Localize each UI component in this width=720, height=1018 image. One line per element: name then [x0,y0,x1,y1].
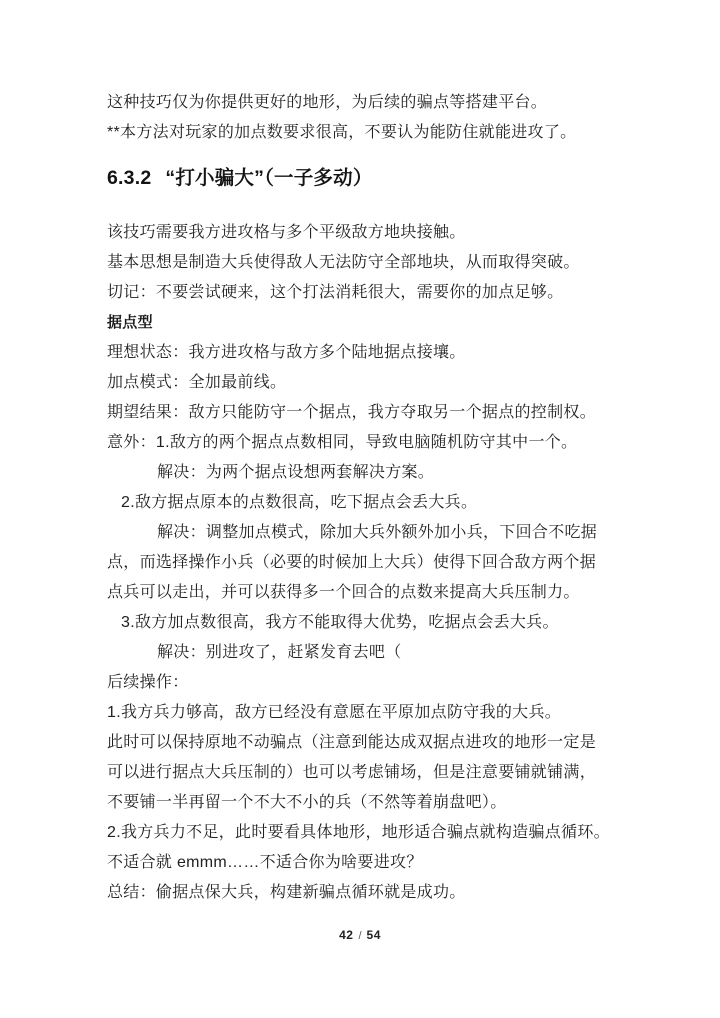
text-line: 后续操作： [107,674,189,691]
text-line: 不要铺一半再留一个不大不小的兵（不然等着崩盘吧）。 [107,794,507,811]
text-line: 点兵可以走出，并可以获得多一个回合的点数来提高大兵压制力。 [107,584,580,601]
text-line: 加点模式：全加最前线。 [107,374,287,391]
heading-title: “打小骗大”（一子多动） [165,167,373,189]
text-line: 基本思想是制造大兵使得敌人无法防守全部地块，从而取得突破。 [107,254,580,271]
page-separator: / [358,930,362,942]
text-line: **本方法对玩家的加点数要求很高，不要认为能防住就能进攻了。 [107,124,577,141]
page-total: 54 [366,928,381,942]
text-line: 理想状态：我方进攻格与敌方多个陆地据点接壤。 [107,344,466,361]
section-heading [107,162,619,194]
heading-number: 6.3.2 [107,167,152,189]
text-line: 点，而选择操作小兵（必要的时候加上大兵）使得下回合敌方两个据 [107,554,597,571]
text-line: 解决：调整加点模式，除加大兵外额外加小兵，下回合不吃据 [157,524,598,541]
text-line: 3.敌方加点数很高，我方不能取得大优势，吃据点会丢大兵。 [121,614,559,631]
sub-heading: 据点型 [107,314,153,331]
page-number [0,926,720,945]
text-line: 2.我方兵力不足，此时要看具体地形，地形适合骗点就构造骗点循环。 [107,824,610,841]
text-line: 总结：偷据点保大兵，构建新骗点循环就是成功。 [107,884,466,901]
text-line: 期望结果：敌方只能防守一个据点，我方夺取另一个据点的控制权。 [107,404,597,421]
page-current: 42 [339,928,354,942]
text-line: 可以进行据点大兵压制的）也可以考虑铺场，但是注意要铺就铺满， [107,764,597,781]
text-line: 意外：1.敌方的两个据点点数相同，导致电脑随机防守其中一个。 [107,434,578,451]
text-line: 解决：别进攻了，赶紧发育去吧（ [157,644,402,661]
page-body [107,88,619,908]
text-line: 解决：为两个据点设想两套解决方案。 [157,464,435,481]
text-line: 该技巧需要我方进攻格与多个平级敌方地块接触。 [107,224,466,241]
text-line: 2.敌方据点原本的点数很高，吃下据点会丢大兵。 [121,494,478,511]
text-line: 切记：不要尝试硬来，这个打法消耗很大，需要你的加点足够。 [107,284,564,301]
text-line: 此时可以保持原地不动骗点（注意到能达成双据点进攻的地形一定是 [107,734,597,751]
text-line: 1.我方兵力够高，敌方已经没有意愿在平原加点防守我的大兵。 [107,704,562,721]
text-line: 不适合就 emmm……不适合你为啥要进攻？ [107,854,423,871]
text-line: 这种技巧仅为你提供更好的地形，为后续的骗点等搭建平台。 [107,94,548,111]
